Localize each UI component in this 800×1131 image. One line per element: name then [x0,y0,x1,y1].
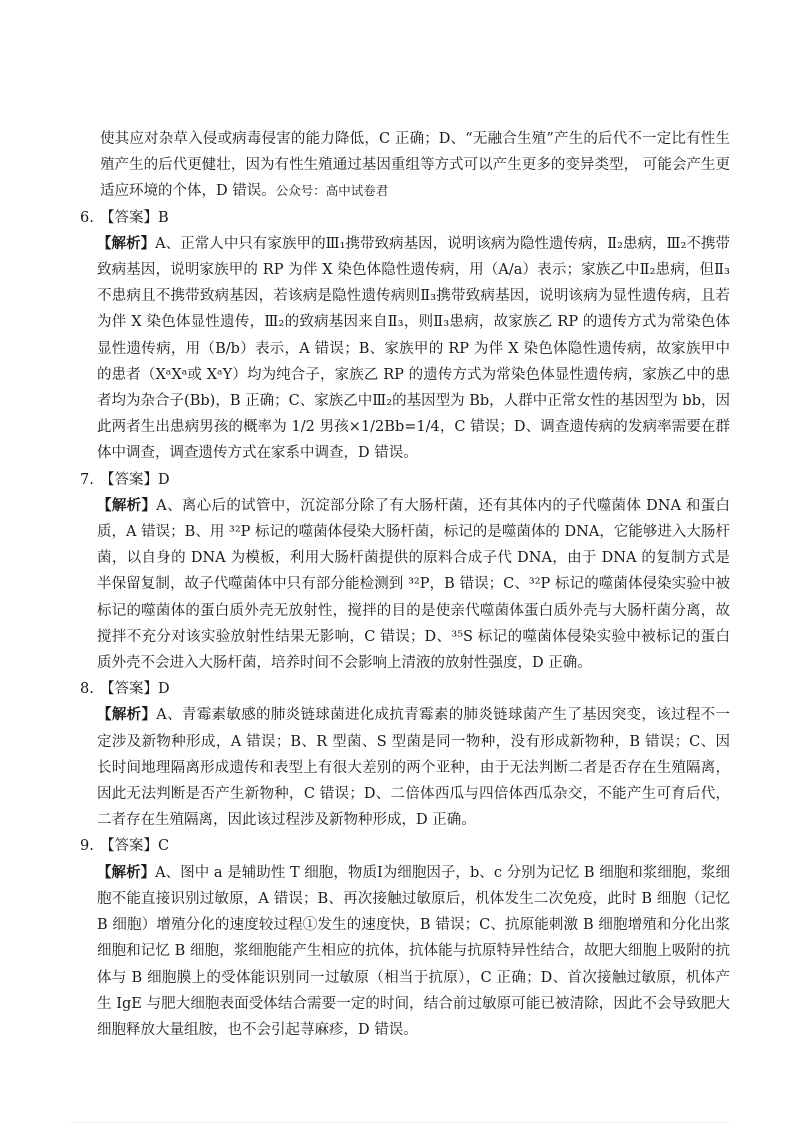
analysis-text: A、正常人中只有家族甲的Ⅲ₁携带致病基因，说明该病为隐性遗传病，Ⅱ₂患病，Ⅲ₂不携带致病基因，说明家族甲的 RP 为伴 X 染色体隐性遗传病，用（A/a）表示；家族乙中Ⅱ₂患病，但Ⅱ₃不患病且不携带致病基因，若该病是隐性遗传病则Ⅱ₃携带致病基因，说明该病为显性遗传病，且若为伴 X 染色体显性遗传，Ⅲ₂的致病基因来自Ⅱ₃，则Ⅱ₃患病，故家族乙 RP 的遗传方式为常染色体显性遗传病，用（B/b）表示，A 错误；B、家族甲的 RP 为伴 X 染色体隐性遗传病，故家族甲中的患者（XᵃXᵃ或 XᵃY）均为纯合子，家族乙 RP 的遗传方式为常染色体显性遗传病，家族乙中的患者均为杂合子(Bb)，B 正确；C、家族乙中Ⅲ₂的基因型为 Bb，人群中正常女性的基因型为 bb，因此两者生出患病男孩的概率为 1/2 男孩×1/2Bb=1/4，C 错误；D、调查遗传病的发病率需要在群体中调查，调查遗传方式在家系中调查，D 错误。 [97,235,731,462]
question-number: 6. [80,209,94,226]
question-number: 9. [80,838,94,855]
analysis-text: A、图中 a 是辅助性 T 细胞，物质Ⅰ为细胞因子，b、c 分别为记忆 B 细胞和浆细胞，浆细胞不能直接识别过敏原，A 错误；B、再次接触过敏原后，机体发生二次免疫，此时 B 细胞（记忆 B 细胞）增殖分化的速度较过程①发生的速度快，B 错误；C、抗原能刺激 B 细胞增殖和分化出浆细胞和记忆 B 细胞，浆细胞能产生相应的抗体，抗体能与抗原特异性结合，故肥大细胞上吸附的抗体与 B 细胞膜上的受体能识别同一过敏原（相当于抗原），C 正确；D、首次接触过敏原，机体产生 IgE 与肥大细胞表面受体结合需要一定的时间，结合前过敏原可能已被清除，因此不会导致肥大细胞释放大量组胺，也不会引起荨麻疹，D 错误。 [97,864,731,1038]
answer-value: C [158,838,170,855]
continuation-text: 使其应对杂草入侵或病毒侵害的能力降低，C 正确；D、“无融合生殖”产生的后代不一定比有性生殖产生的后代更健壮，因为有性生殖通过基因重组等方式可以产生更多的变异类型， 可能会产生更适应环境的个体，D 错误。 [100,131,730,200]
answer-line [80,467,730,493]
analysis-text: A、青霉素敏感的肺炎链球菌进化成抗青霉素的肺炎链球菌产生了基因突变，该过程不一定涉及新物种形成，A 错误；B、R 型菌、S 型菌是同一物种，没有形成新物种，B 错误；C、因长时间地理隔离形成遗传和表型上有很大差别的两个亚种，由于无法判断二者是否存在生殖隔离，因此无法判断是否产生新物种，C 错误；D、二倍体西瓜与四倍体西瓜杂交，不能产生可育后代，二者存在生殖隔离，因此该过程涉及新物种形成，D 正确。 [97,707,731,829]
analysis-label: 【解析】 [97,496,157,514]
answer-line [80,205,730,231]
question-8 [80,676,731,833]
answer-value: D [158,471,170,488]
question-number: 8. [80,681,94,698]
analysis-paragraph [97,231,730,467]
answer-line [80,676,730,702]
answer-label: 【答案】 [100,838,158,855]
answer-label: 【答案】 [100,681,158,698]
previous-analysis-continuation [100,126,730,205]
watermark-text: 公众号：高中试卷君 [275,183,389,199]
analysis-paragraph [97,493,730,676]
analysis-label: 【解析】 [97,863,156,881]
question-9 [80,833,731,1043]
answer-value: B [158,209,169,226]
page-bottom-rule [70,1122,730,1123]
analysis-label: 【解析】 [97,706,157,724]
question-6 [80,205,731,467]
answer-value: D [158,681,170,698]
answer-label: 【答案】 [100,209,158,226]
question-7 [80,467,730,677]
answer-label: 【答案】 [100,471,158,488]
analysis-paragraph [97,702,730,833]
analysis-label: 【解析】 [97,234,156,252]
question-number: 7. [80,471,94,488]
answer-line [80,833,730,859]
analysis-paragraph [97,860,730,1043]
analysis-text: A、离心后的试管中，沉淀部分除了有大肠杆菌，还有其体内的子代噬菌体 DNA 和蛋白质，A 错误；B、用 ³²P 标记的噬菌体侵染大肠杆菌，标记的是噬菌体的 DNA，它能够进入大肠杆菌，以自身的 DNA 为模板，利用大肠杆菌提供的原料合成子代 DNA，由于 DNA 的复制方式是半保留复制，故子代噬菌体中只有部分能检测到 ³²P，B 错误；C、³²P 标记的噬菌体侵染实验中被标记的噬菌体的蛋白质外壳无放射性，搅拌的目的是使亲代噬菌体蛋白质外壳与大肠杆菌分离，故搅拌不充分对该实验放射性结果无影响，C 错误；D、³⁵S 标记的噬菌体侵染实验中被标记的蛋白质外壳不会进入大肠杆菌，培养时间不会影响上清液的放射性强度，D 正确。 [97,497,730,672]
